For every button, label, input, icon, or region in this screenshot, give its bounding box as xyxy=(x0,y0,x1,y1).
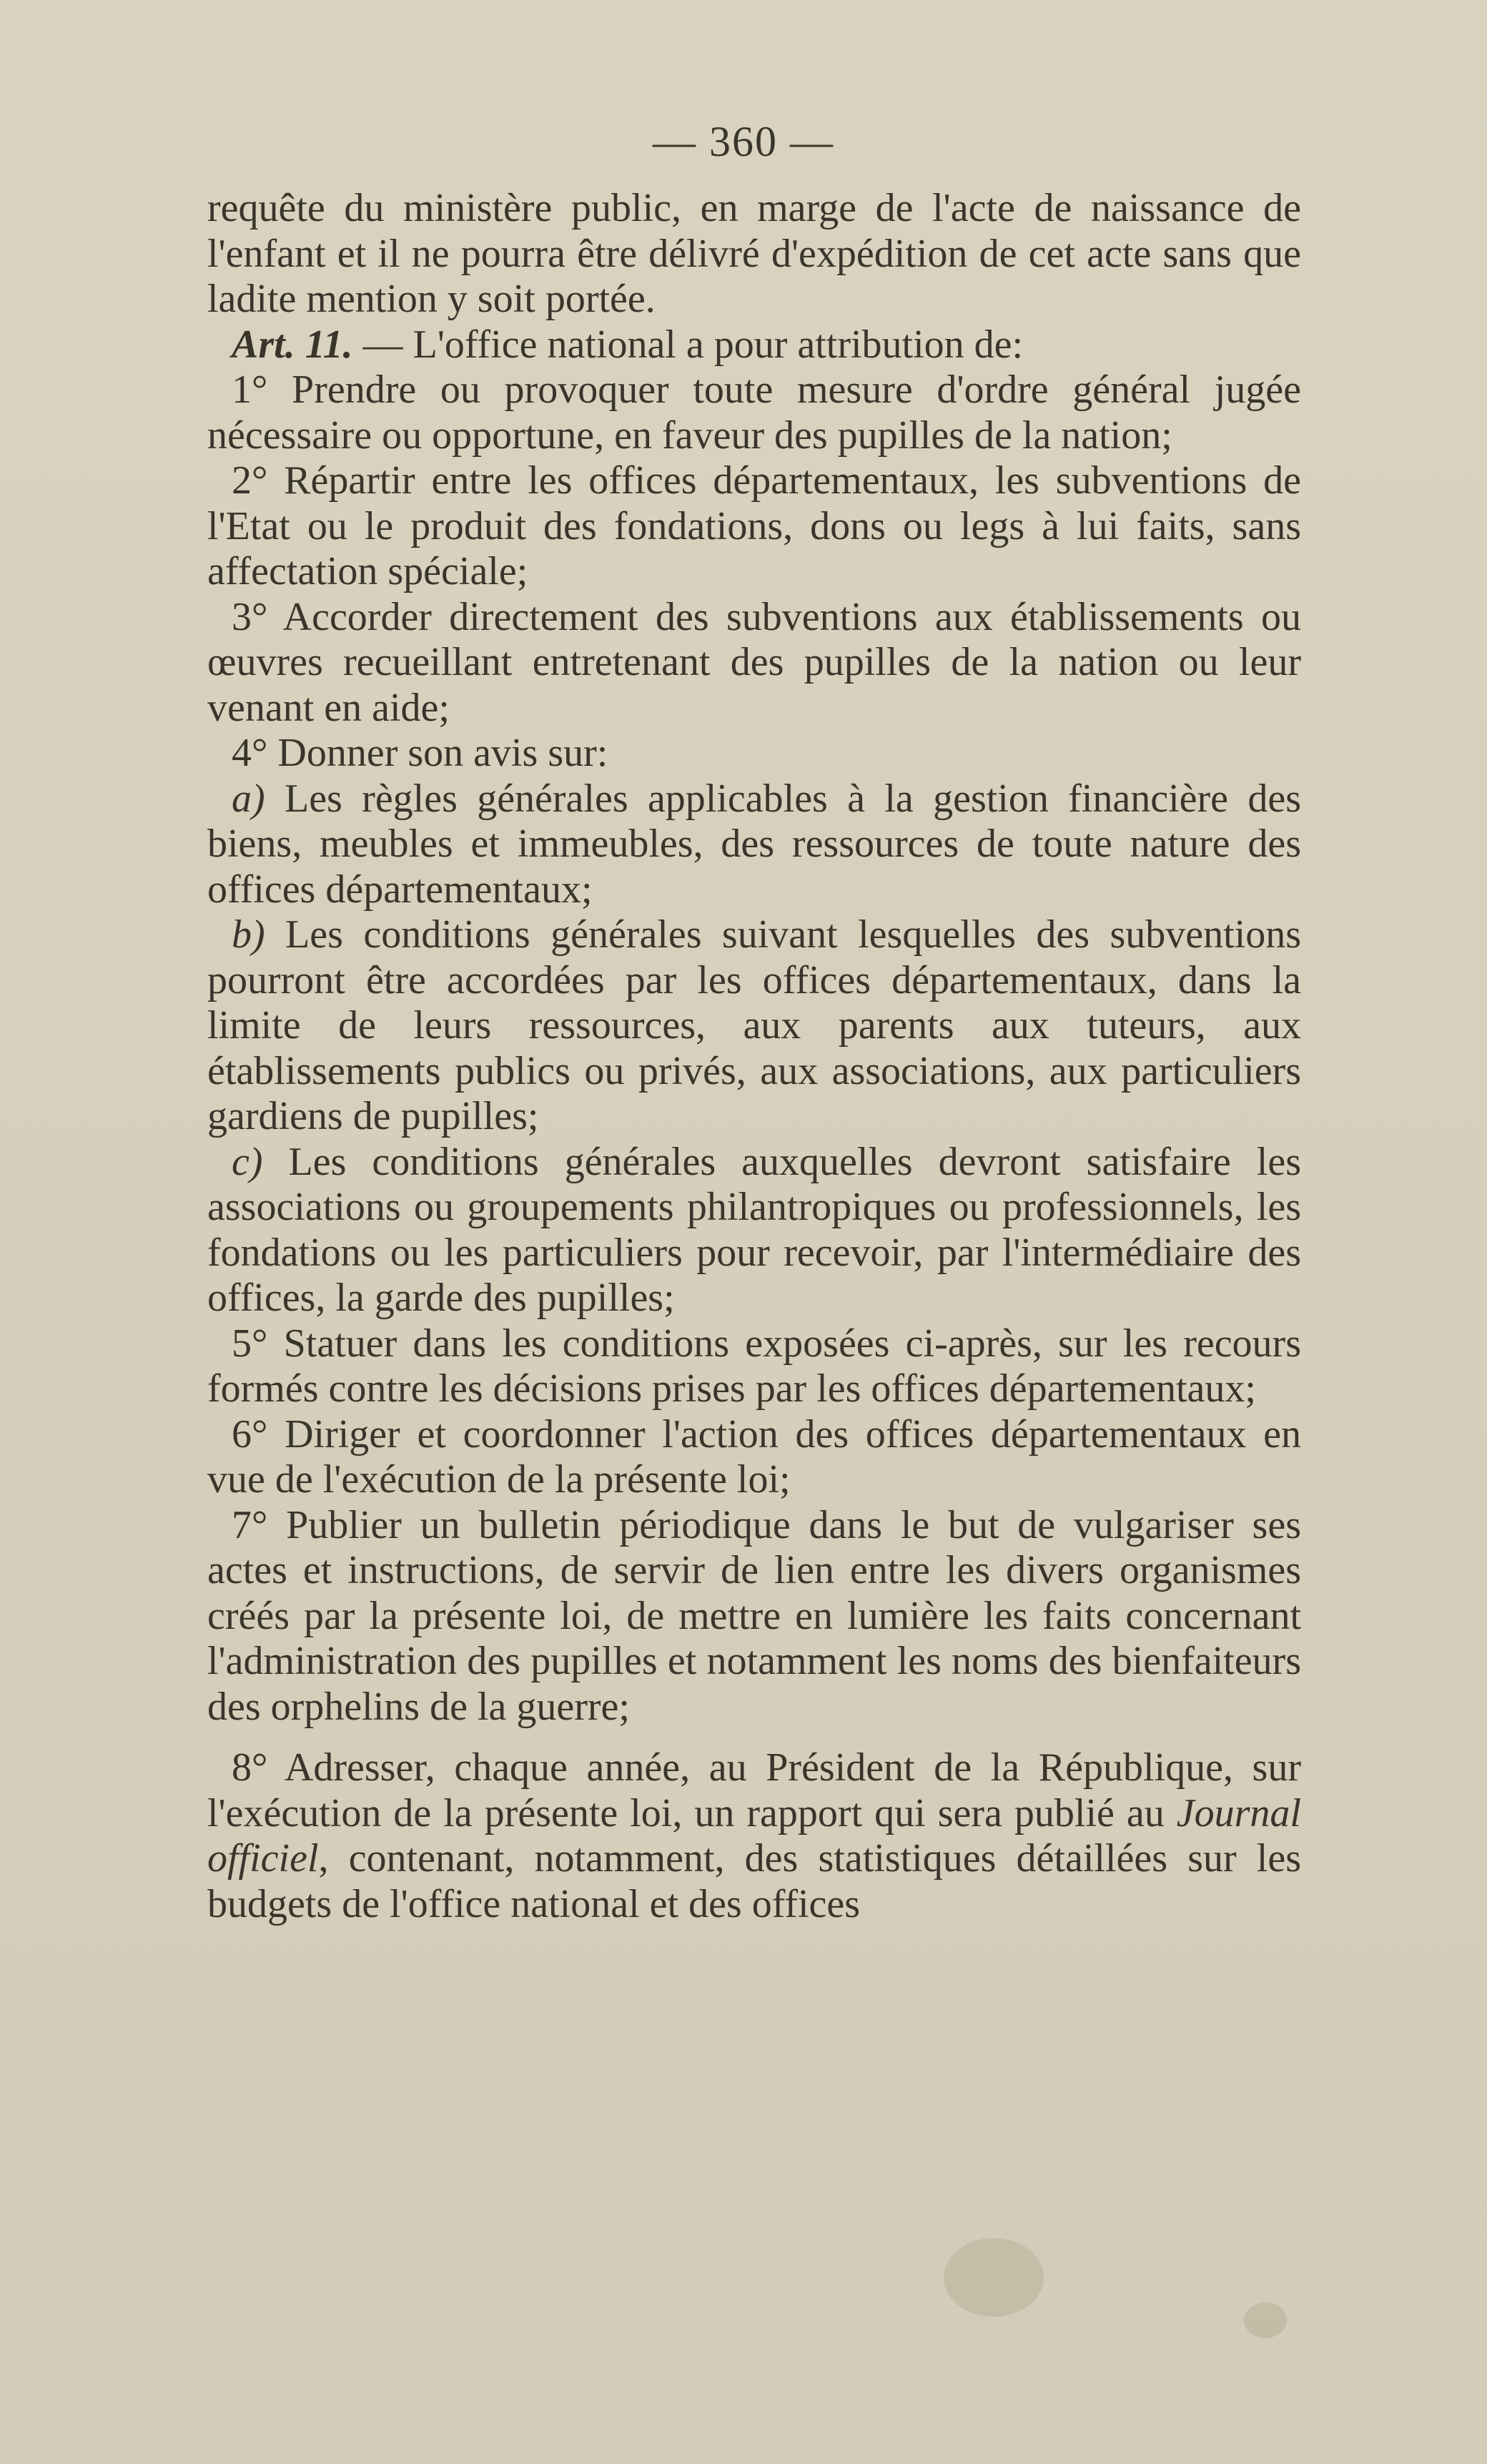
list-item-5: 5° Statuer dans les conditions exposées ci-après, sur les recours formés contre les décisions prises par les offices départementaux; xyxy=(207,1321,1301,1411)
sub-item-a: a) Les règles générales applicables à la gestion financière des biens, meubles et immeubles, des ressources de toute nature des offices départementaux; xyxy=(207,776,1301,912)
list-item-1: 1° Prendre ou provoquer toute mesure d'ordre général jugée nécessaire ou opportune, en faveur des pupilles de la nation; xyxy=(207,368,1301,458)
article-heading: Art. 11. xyxy=(232,322,353,367)
list-item-7: 7° Publier un bulletin périodique dans le but de vulgariser ses actes et instructions, de servir de lien entre les divers organismes créés par la présente loi, de mettre en lumière les faits concernant l'administration des pupilles et notamment les noms des bienfaiteurs des orphelins de la guerre; xyxy=(207,1502,1301,1729)
paper-stain xyxy=(944,2238,1044,2317)
list-item-8: 8° Adresser, chaque année, au Président de la République, sur l'exécution de la présente loi, un rapport qui sera publié au Journal officiel, contenant, notamment, des statistiques détaillées sur les budgets de l'office national et des offices xyxy=(207,1745,1301,1926)
paragraph-article-11: Art. 11. — L'office national a pour attribution de: xyxy=(232,322,1024,367)
paragraph-continuation: requête du ministère public, en marge de l'acte de naissance de l'enfant et il ne pourra être délivré d'expédition de cet acte sans que ladite mention y soit portée. xyxy=(207,186,1301,321)
paper-stain xyxy=(1244,2302,1287,2338)
list-item-2: 2° Répartir entre les offices départementaux, les subventions de l'Etat ou le produit des fondations, dons ou legs à lui faits, sans affectation spéciale; xyxy=(207,458,1301,593)
list-item-4: 4° Donner son avis sur: xyxy=(232,731,608,775)
sub-item-b: b) Les conditions générales suivant lesquelles des subventions pourront être accordées par les offices départementaux, dans la limite de leurs ressources, aux parents aux tuteurs, aux établissements publics ou privés, aux associations, aux particuliers gardiens de pupilles; xyxy=(207,912,1301,1138)
sub-item-c: c) Les conditions générales auxquelles devront satisfaire les associations ou groupements philantropiques ou professionnels, les fondations ou les particuliers pour recevoir, par l'intermédiaire des offices, la garde des pupilles; xyxy=(207,1139,1301,1320)
journal-title: Journal officiel xyxy=(207,1790,1301,1881)
list-item-3: 3° Accorder directement des subventions aux établissements ou œuvres recueillant entretenant des pupilles de la nation ou leur venant en aide; xyxy=(207,594,1301,730)
body-text xyxy=(207,186,1301,1927)
page-number: — 360 — xyxy=(653,118,834,165)
list-item-6: 6° Diriger et coordonner l'action des offices départementaux en vue de l'exécution de la présente loi; xyxy=(207,1411,1301,1502)
